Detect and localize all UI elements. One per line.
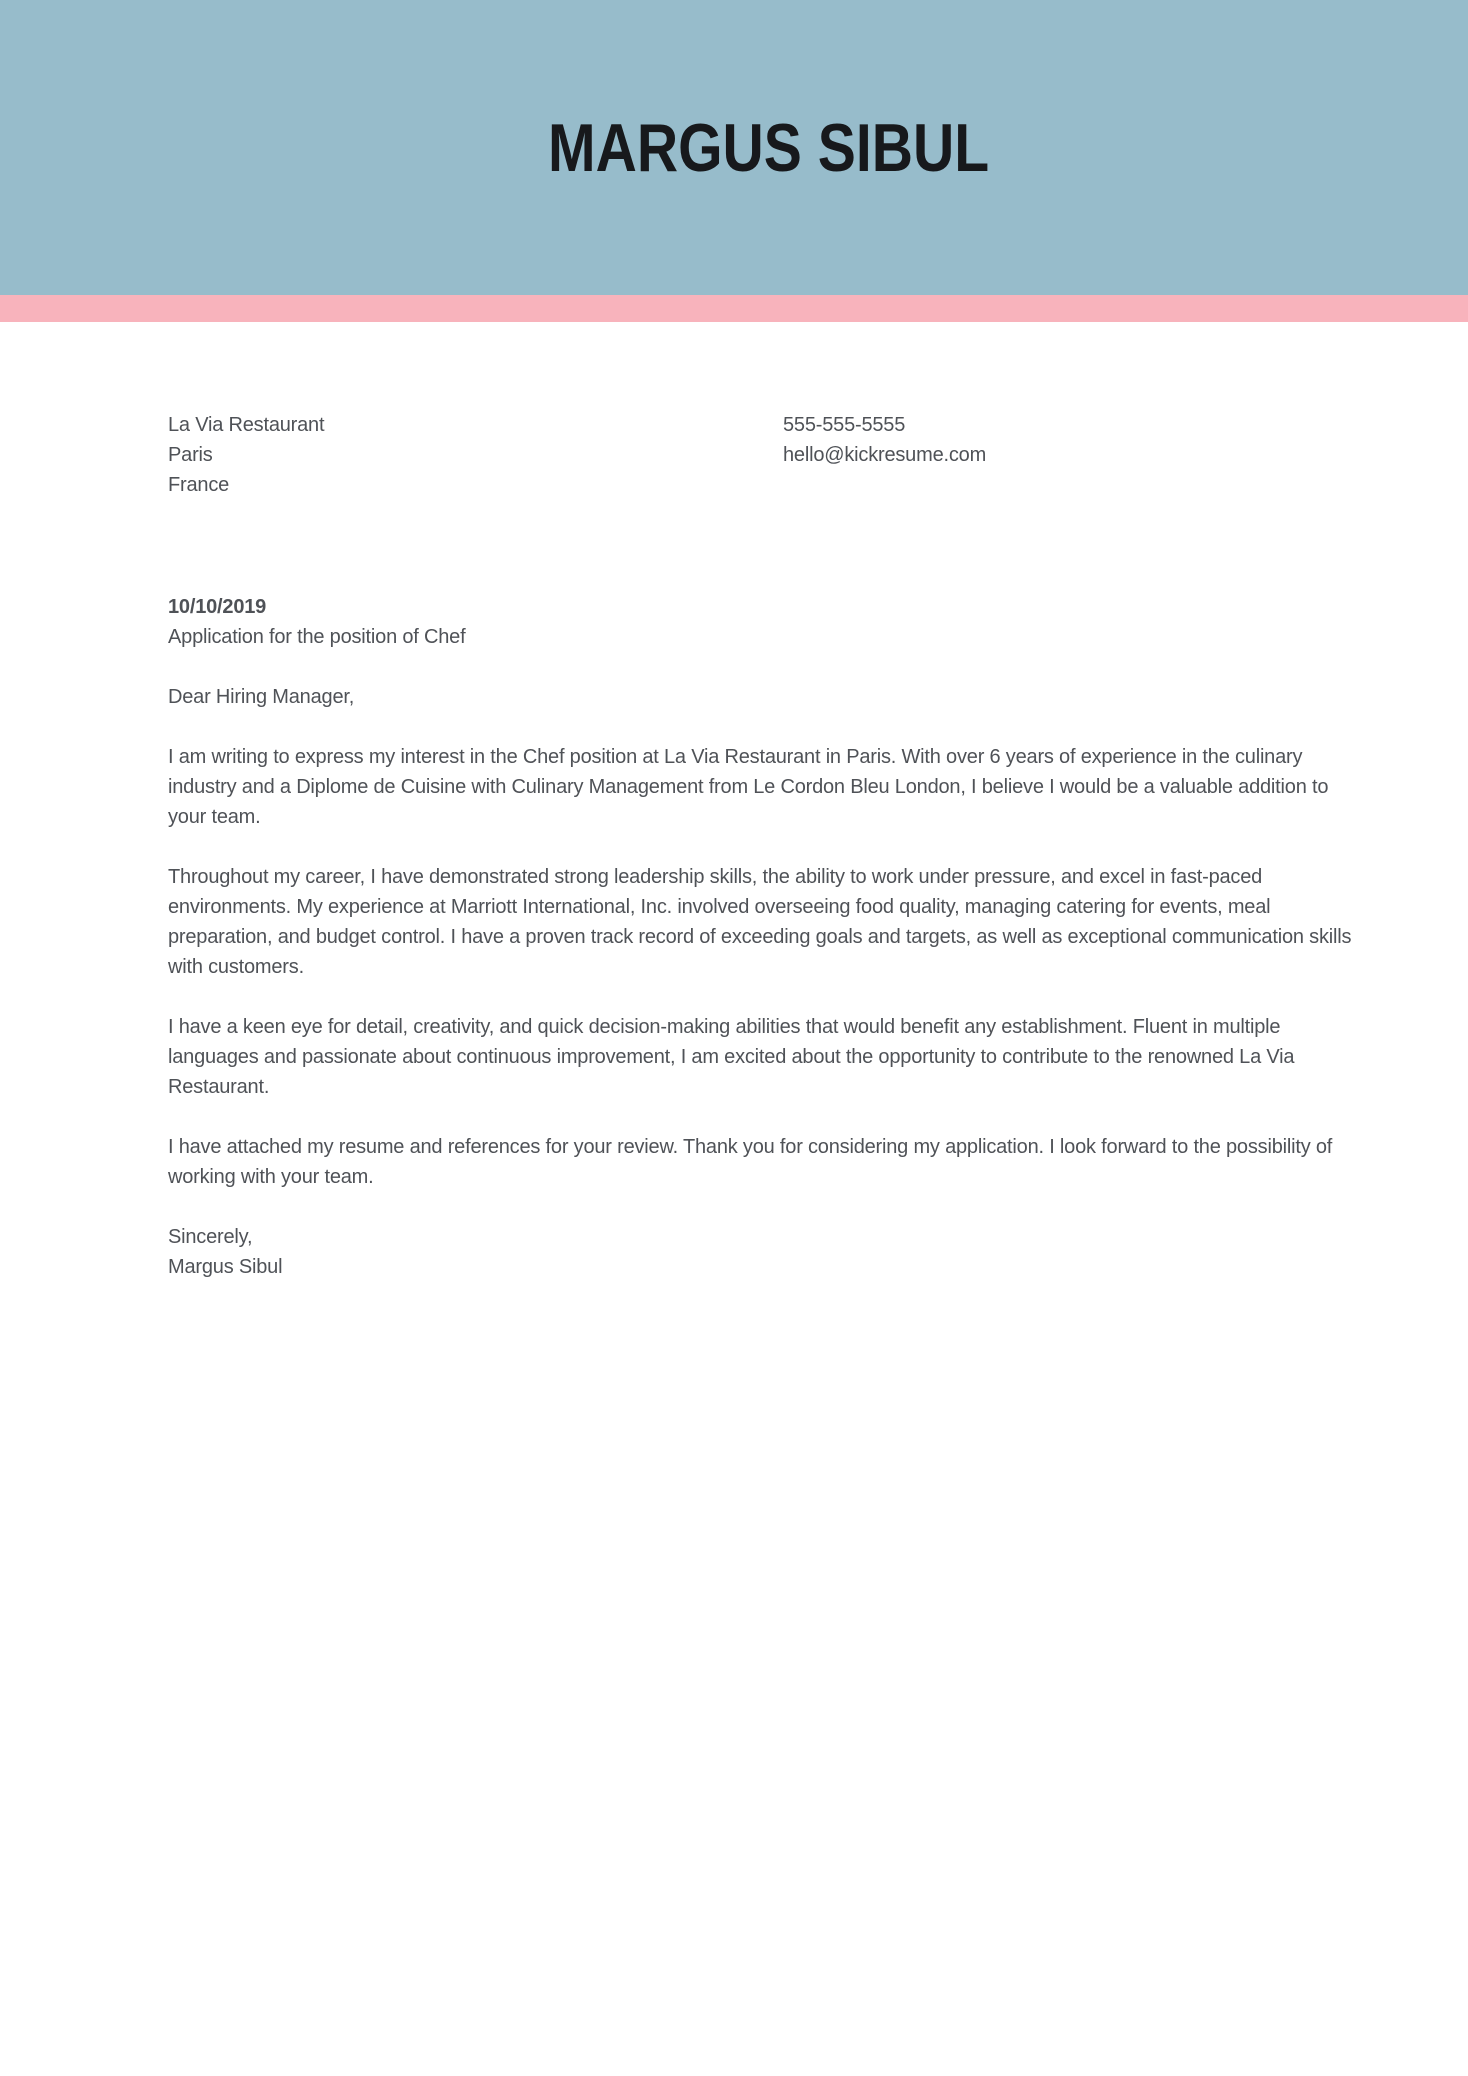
salutation: Dear Hiring Manager, (168, 686, 355, 708)
body-paragraph-3: I have a keen eye for detail, creativity, and quick decision-making abilities that would benefit any establishment. Fluent in multiple languages and passionate about continuous improvement, I am excited about the opportunity to contribute to the renowned La Via Restaurant. (168, 1016, 1295, 1098)
body-paragraph-2: Throughout my career, I have demonstrated strong leadership skills, the ability to work under pressure, and excel in fast-paced environments. My experience at Marriott International, Inc. involved overseeing food quality, managing catering for events, meal preparation, and budget control. I have a proven track record of exceeding goals and targets, as well as exceptional communication skills with customers. (168, 866, 1352, 978)
signature: Margus Sibul (168, 1256, 283, 1278)
recipient-line-country: France (168, 474, 230, 496)
email-address: hello@kickresume.com (783, 444, 987, 466)
header-band (0, 0, 1468, 295)
recipient-line-city: Paris (168, 444, 213, 466)
closing: Sincerely, (168, 1226, 253, 1248)
recipient-line-company: La Via Restaurant (168, 414, 325, 436)
recipient-address (168, 410, 783, 500)
header-inner (168, 109, 1369, 187)
sender-contact (783, 410, 1369, 500)
applicant-name: MARGUS SIBUL (547, 109, 990, 186)
phone-number: 555-555-5555 (783, 414, 906, 436)
body-paragraph-1: I am writing to express my interest in the Chef position at La Via Restaurant in Paris. With over 6 years of experience in the culinary industry and a Diplome de Cuisine with Culinary Management from Le Cordon Bleu London, I believe I would be a valuable addition to your team. (168, 746, 1329, 828)
contact-row (168, 410, 1369, 500)
letter-content (0, 410, 1468, 1282)
body-paragraph-4: I have attached my resume and references for your review. Thank you for considering my application. I look forward to the possibility of working with your team. (168, 1136, 1333, 1188)
letter-subject: Application for the position of Chef (168, 626, 466, 648)
letter-date: 10/10/2019 (168, 596, 267, 618)
accent-bar (0, 295, 1468, 322)
closing-block (168, 1222, 1369, 1282)
